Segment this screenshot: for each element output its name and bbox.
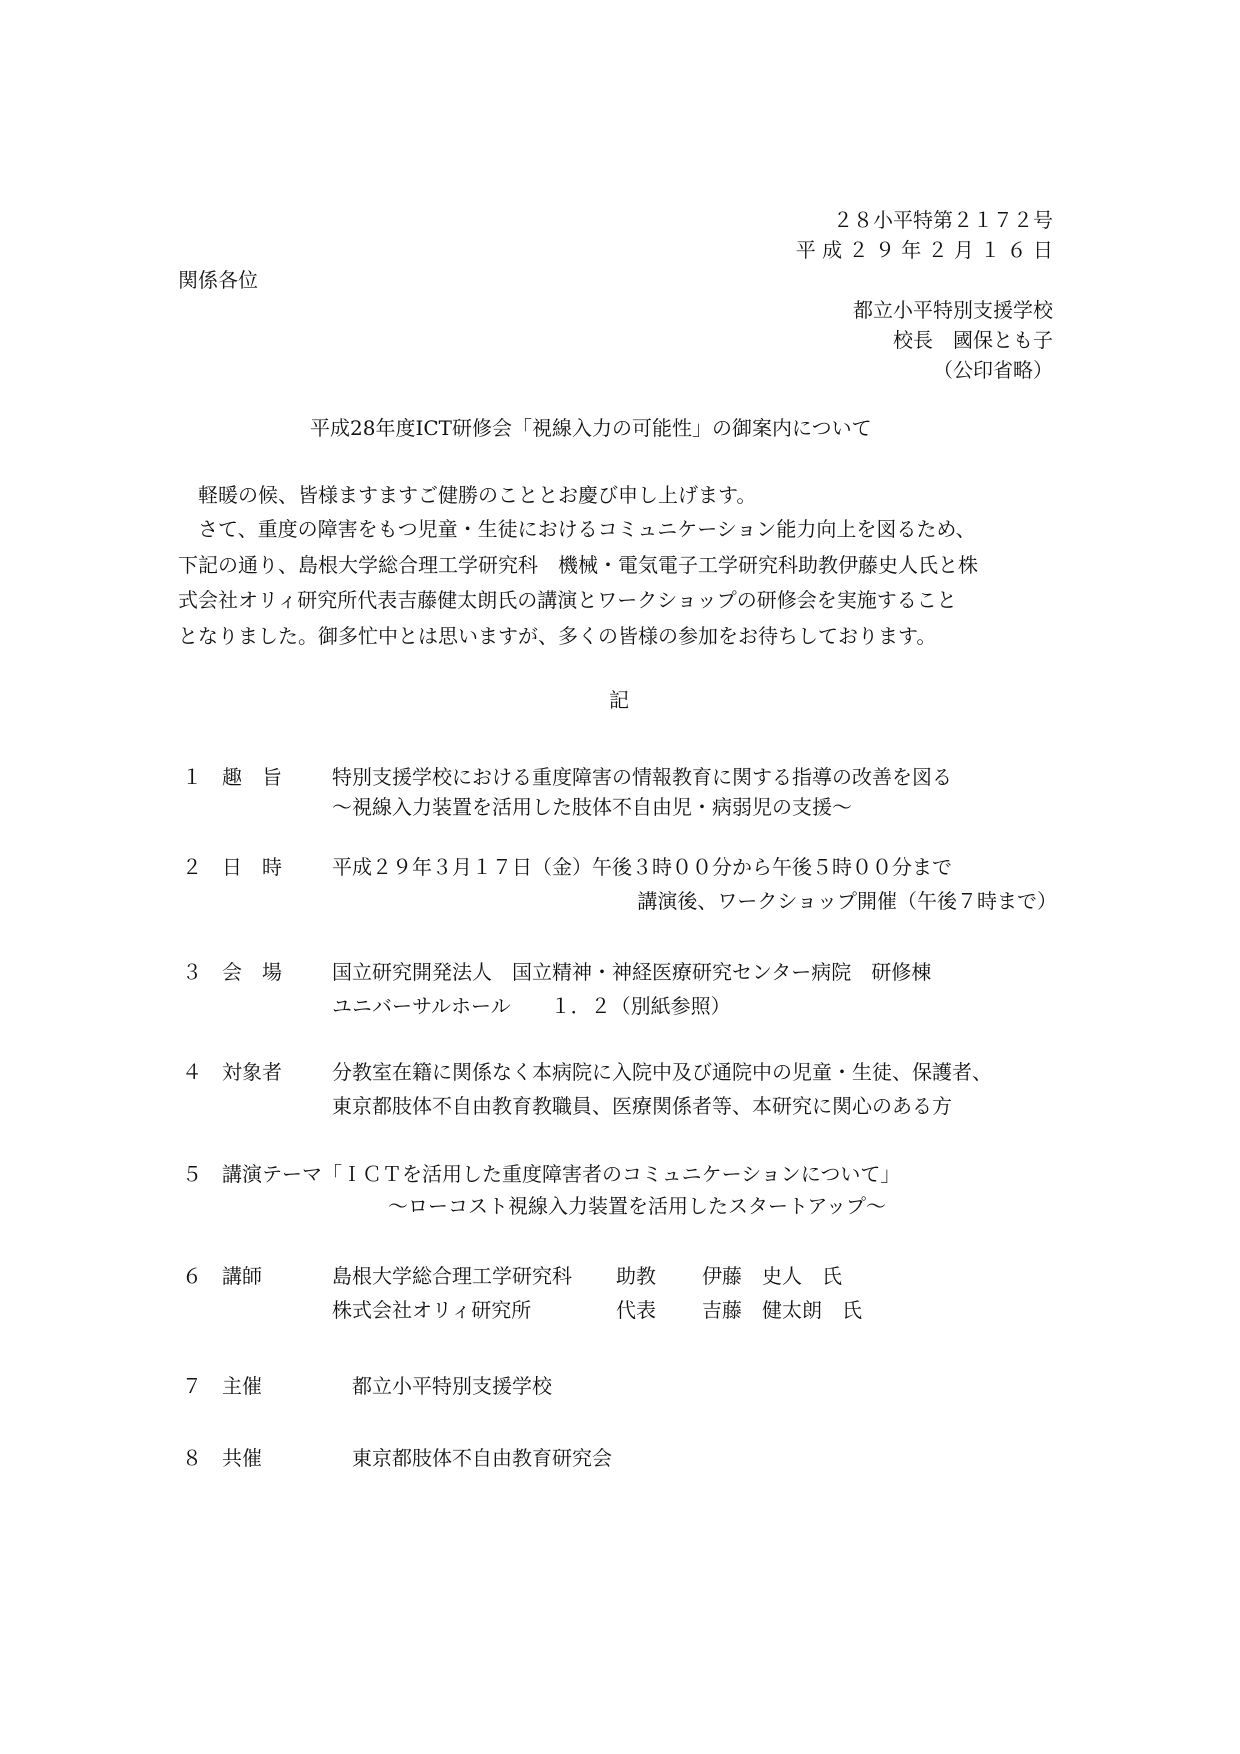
document-title: 平成28年度ICT研修会「視線入力の可能性」の御案内について: [310, 416, 872, 440]
ki-heading: 記: [609, 688, 629, 712]
lecturer-1-affiliation: 島根大学総合理工学研究科: [332, 1264, 572, 1288]
document-date: 平 成 ２ ９ 年 ２ 月 １ ６ 日: [795, 238, 1053, 262]
lecturer-2-role: 代表: [616, 1298, 656, 1322]
item-5-line-1: 「ＩＣＴを活用した重度障害者のコミュニケーションについて」: [322, 1162, 901, 1186]
addressee: 関係各位: [178, 268, 258, 292]
item-3-line-1: 国立研究開発法人 国立精神・神経医療研究センター病院 研修棟: [332, 960, 932, 984]
item-6-label: 講師: [222, 1264, 262, 1288]
sender-school: 都立小平特別支援学校: [853, 298, 1053, 322]
body-line-4: 式会社オリィ研究所代表吉藤健太朗氏の講演とワークショップの研修会を実施すること: [178, 588, 957, 612]
item-5-number: ５: [182, 1162, 202, 1186]
item-1-label: 趣 旨: [222, 765, 282, 789]
item-5-label: 講演テーマ: [222, 1162, 322, 1186]
seal-note: （公印省略）: [933, 358, 1053, 382]
item-5-line-2: ～ローコスト視線入力装置を活用したスタートアップ～: [388, 1194, 886, 1218]
body-line-2: さて、重度の障害をもつ児童・生徒におけるコミュニケーション能力向上を図るため、: [198, 517, 976, 541]
item-7-number: ７: [182, 1374, 202, 1398]
item-7-label: 主催: [222, 1374, 262, 1398]
item-1-line-2: ～視線入力装置を活用した肢体不自由児・病弱児の支援～: [332, 795, 852, 819]
item-8-number: ８: [182, 1446, 202, 1470]
item-4-label: 対象者: [222, 1060, 282, 1084]
item-6-number: ６: [182, 1264, 202, 1288]
item-8-value: 東京都肢体不自由教育研究会: [352, 1446, 612, 1470]
item-1-number: １: [182, 765, 202, 789]
body-line-5: となりました。御多忙中とは思いますが、多くの皆様の参加をお待ちしております。: [178, 624, 937, 648]
sender-principal: 校長 國保とも子: [893, 328, 1053, 352]
lecturer-1-name: 伊藤 史人 氏: [702, 1264, 842, 1288]
lecturer-2-affiliation: 株式会社オリィ研究所: [332, 1298, 532, 1322]
lecturer-2-name: 吉藤 健太朗 氏: [702, 1298, 862, 1322]
item-3-label: 会 場: [222, 960, 282, 984]
item-8-label: 共催: [222, 1446, 262, 1470]
item-2-line-2: 講演後、ワークショップ開催（午後７時まで）: [637, 889, 1057, 913]
body-line-3: 下記の通り、島根大学総合理工学研究科 機械・電気電子工学研究科助教伊藤史人氏と株: [178, 553, 978, 577]
item-1-line-1: 特別支援学校における重度障害の情報教育に関する指導の改善を図る: [332, 765, 952, 789]
item-4-line-1: 分教室在籍に関係なく本病院に入院中及び通院中の児童・生徒、保護者、: [332, 1060, 992, 1084]
document-number: ２８小平特第２１７２号: [833, 208, 1053, 232]
item-7-value: 都立小平特別支援学校: [352, 1374, 552, 1398]
item-2-number: ２: [182, 855, 202, 879]
item-4-line-2: 東京都肢体不自由教育教職員、医療関係者等、本研究に関心のある方: [332, 1094, 952, 1118]
item-2-label: 日 時: [222, 855, 282, 879]
item-3-line-2: ユニバーサルホール １．２（別紙参照）: [332, 994, 731, 1018]
item-3-number: ３: [182, 960, 202, 984]
item-2-line-1: 平成２９年３月１７日（金）午後３時００分から午後５時００分まで: [332, 855, 952, 879]
item-4-number: ４: [182, 1060, 202, 1084]
body-line-1: 軽暖の候、皆様ますますご健勝のこととお慶び申し上げます。: [198, 483, 757, 507]
lecturer-1-role: 助教: [616, 1264, 656, 1288]
